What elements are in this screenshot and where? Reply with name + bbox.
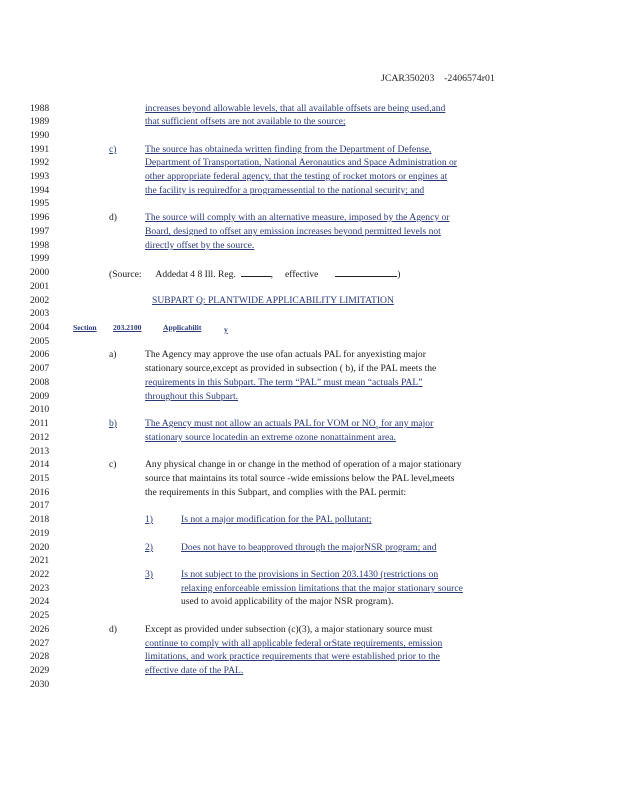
para-a-label: a) (109, 349, 117, 360)
line-number: 2028 (30, 651, 50, 662)
line-number: 2004 (30, 322, 50, 333)
line-number: 2007 (30, 363, 50, 374)
source-close: ) (397, 269, 401, 280)
sub-item-line: used to avoid applicability of the major NSR program). (181, 596, 394, 607)
para-b-line-start: The Agency must not allow an actuals PAL for VOM or NO (145, 418, 376, 429)
line-number: 1989 (30, 116, 50, 127)
section-title: Applicabilit (163, 323, 202, 332)
line-number: 1997 (30, 226, 50, 237)
line-number: 2003 (30, 308, 50, 319)
document-header (381, 73, 495, 84)
nox-subscript: x (375, 424, 379, 431)
item-c-line: The source has obtaineda written finding from the Department of Defense, (145, 144, 432, 155)
line-number: 2018 (30, 514, 50, 525)
line-number: 2013 (30, 446, 50, 457)
revision-id: -2406574r01 (444, 73, 495, 84)
line-number: 2009 (30, 391, 50, 402)
line-number: 1995 (30, 198, 50, 209)
line-number: 1998 (30, 240, 50, 251)
item-d-line: The source will comply with an alternative measure, imposed by the Agency or (145, 212, 450, 223)
section-label: Section (73, 323, 97, 332)
para-b-label: b) (109, 418, 117, 429)
item-c-label: c) (109, 144, 117, 155)
sub-item-line: Is not subject to the provisions in Section 203.1430 (restrictions on (181, 569, 439, 580)
item-d-label: d) (109, 212, 117, 223)
line-number: 2022 (30, 569, 50, 580)
item-c-line: Department of Transportation, National Aeronautics and Space Administration or (145, 157, 458, 168)
line-number: 2014 (30, 459, 50, 470)
para-c-label: c) (109, 459, 117, 470)
line-number: 1996 (30, 212, 50, 223)
para-a-line: The Agency may approve the use ofan actuals PAL for anyexisting major (145, 349, 426, 360)
line-number: 2023 (30, 583, 50, 594)
source-effective: effective (285, 269, 319, 280)
sub-item-line: Is not a major modification for the PAL pollutant; (181, 514, 372, 525)
sub-item-label: 1) (145, 514, 153, 525)
line-number: 1994 (30, 185, 50, 196)
line-number: 2030 (30, 679, 50, 690)
register-page-blank (241, 267, 271, 277)
para-a-line: throughout this Subpart. (145, 391, 239, 402)
line-number: 1991 (30, 144, 50, 155)
continuation-line: that sufficient offsets are not available to the source; (145, 116, 346, 127)
line-number: 2025 (30, 610, 50, 621)
section-title-tail: y (224, 325, 228, 334)
line-number: 1993 (30, 171, 50, 182)
line-number: 1999 (30, 253, 50, 264)
line-number: 2020 (30, 542, 50, 553)
para-a-line: stationary source,except as provided in subsection ( b), if the PAL meets the (145, 363, 437, 374)
para-d-line: Except as provided under subsection (c)(3), a major stationary source must (145, 624, 433, 635)
line-number: 2019 (30, 528, 50, 539)
para-a-line: requirements in this Subpart. The term “PAL” must mean “actuals PAL” (145, 377, 423, 388)
source-citation: (Source: Addedat 4 8 Ill. Reg. , effective ) (109, 269, 401, 280)
para-d-line: effective date of the PAL. (145, 665, 244, 676)
para-b-line-end: for any major (378, 418, 434, 429)
para-d-label: d) (109, 624, 117, 635)
section-number: 203.2100 (113, 323, 142, 332)
line-number: 2016 (30, 487, 50, 498)
line-number: 2000 (30, 267, 50, 278)
line-number: 2017 (30, 500, 50, 511)
line-number: 2021 (30, 555, 50, 566)
line-number: 2012 (30, 432, 50, 443)
line-number: 2008 (30, 377, 50, 388)
para-c-line: source that maintains its total source -wide emissions below the PAL level,meets (145, 473, 455, 484)
line-number: 2002 (30, 295, 50, 306)
source-prefix: (Source: (109, 269, 142, 280)
line-number: 2010 (30, 404, 50, 415)
line-number: 1992 (30, 157, 50, 168)
line-number: 2026 (30, 624, 50, 635)
line-number: 2011 (30, 418, 49, 429)
sub-item-label: 2) (145, 542, 153, 553)
effective-date-blank (335, 267, 397, 277)
line-number: 2006 (30, 349, 50, 360)
para-c-line: Any physical change in or change in the method of operation of a major stationary (145, 459, 462, 470)
para-d-line: continue to comply with all applicable federal orState requirements, emission (145, 638, 443, 649)
continuation-line: increases beyond allowable levels, that all available offsets are being used,and (145, 103, 446, 114)
source-added: Addedat 4 8 Ill. Reg. (155, 269, 236, 280)
line-number: 1988 (30, 103, 50, 114)
item-d-line: Board, designed to offset any emission increases beyond permitted levels not (145, 226, 441, 237)
line-number: 2015 (30, 473, 50, 484)
para-c-line: the requirements in this Subpart, and complies with the PAL permit: (145, 487, 407, 498)
sub-item-line: Does not have to beapproved through the majorNSR program; and (181, 542, 437, 553)
line-number: 2005 (30, 336, 50, 347)
sub-item-label: 3) (145, 569, 153, 580)
item-d-line: directly offset by the source. (145, 240, 255, 251)
sub-item-line: relaxing enforceable emission limitations that the major stationary source (181, 583, 463, 594)
para-b-line: stationary source locatedin an extreme ozone nonattainment area. (145, 432, 396, 443)
line-number: 2024 (30, 596, 50, 607)
para-d-line: limitations, and work practice requirements that were established prior to the (145, 651, 440, 662)
line-number: 2027 (30, 638, 50, 649)
item-c-line: the facility is requiredfor a programessential to the national security; and (145, 185, 425, 196)
line-number: 2029 (30, 665, 50, 676)
line-number: 1990 (30, 130, 50, 141)
document-id: JCAR350203 (381, 73, 435, 84)
subpart-title: SUBPART Q: PLANTWIDE APPLICABILITY LIMITATION (152, 295, 394, 306)
item-c-line: other appropriate federal agency, that the testing of rocket motors or engines at (145, 171, 448, 182)
line-number: 2001 (30, 281, 50, 292)
